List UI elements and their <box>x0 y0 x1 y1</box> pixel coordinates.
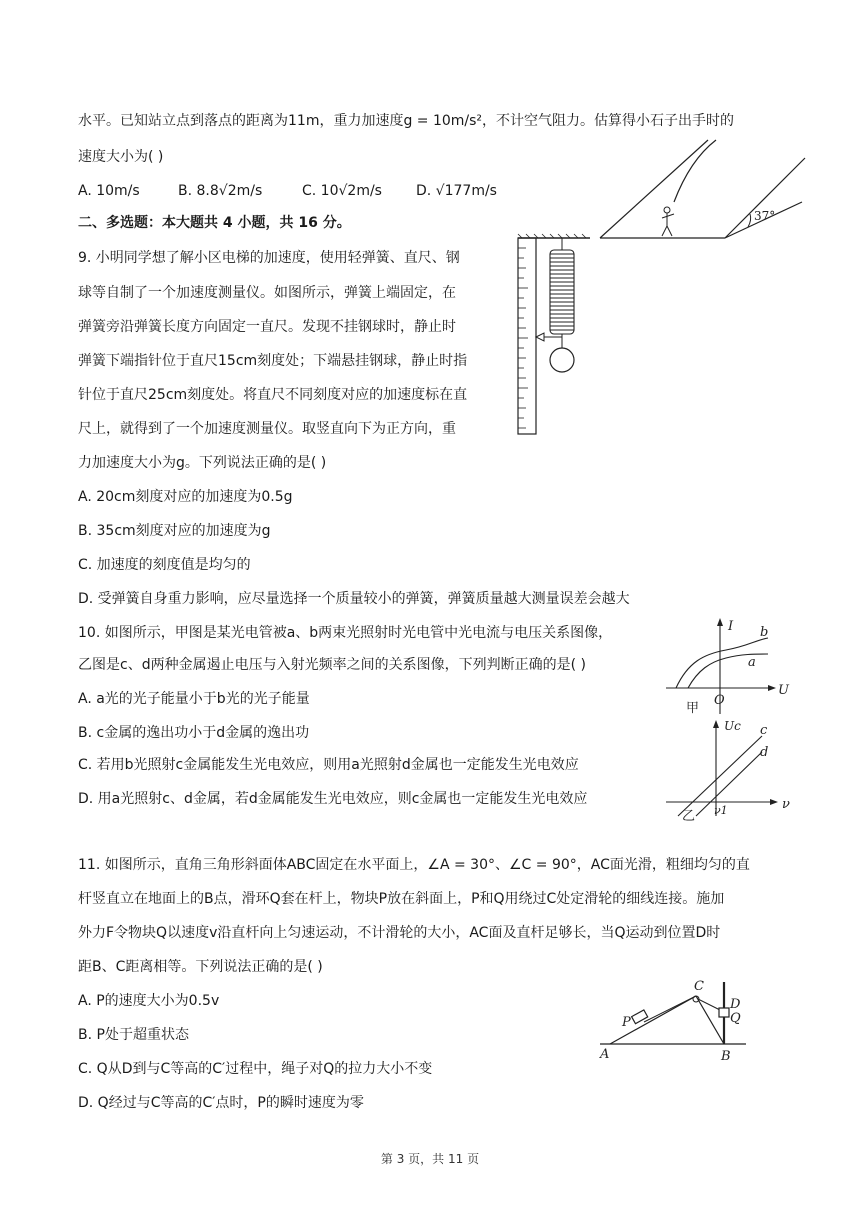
q9-option-b: B. 35cm刻度对应的加速度为g <box>78 523 271 539</box>
q11-option-a: A. P的速度大小为0.5v <box>78 993 220 1009</box>
q9-ruler-ticks <box>518 248 528 428</box>
jia-caption: 甲 <box>686 701 700 716</box>
q8-option-d: D. √177m/s <box>416 183 497 199</box>
q9-option-a: A. 20cm刻度对应的加速度为0.5g <box>78 489 293 505</box>
page-footer: 第 3 页，共 11 页 <box>380 1152 480 1166</box>
q10-option-d: D. 用a光照射c、d金属，若d金属能发生光电效应，则c金属也一定能发生光电效应 <box>78 791 588 807</box>
q8-option-a: A. 10m/s <box>78 183 140 199</box>
q11-label-b: B <box>721 1049 731 1064</box>
q9-figure <box>514 234 594 439</box>
q8-left-slope <box>600 140 708 238</box>
q11-rope-pc <box>644 997 694 1022</box>
q9-option-c: C. 加速度的刻度值是均匀的 <box>78 557 251 573</box>
q11-line2: 杆竖直立在地面上的B点，滑环Q套在杆上，物块P放在斜面上，P和Q用绕过C处定滑轮的细线连接。施加 <box>78 891 725 907</box>
yi-tick-label: ν1 <box>714 804 728 817</box>
q9-ruler <box>518 238 536 434</box>
yi-line-d <box>696 752 762 816</box>
q11-label-p: P <box>622 1015 631 1030</box>
q10-figure-jia <box>664 614 794 716</box>
jia-x-label: U <box>778 683 789 698</box>
q10-line2: 乙图是c、d两种金属遏止电压与入射光频率之间的关系图像，下列判断正确的是( ) <box>78 657 586 673</box>
q10-figure-yi <box>664 712 794 822</box>
q11-label-d: D <box>730 997 741 1012</box>
yi-x-label: ν <box>782 797 790 812</box>
q11-label-c: C <box>694 979 704 994</box>
q11-line4: 距B、C距离相等。下列说法正确的是( ) <box>78 959 323 975</box>
jia-y-label: I <box>728 619 734 634</box>
q8-person-body <box>662 213 674 236</box>
q11-label-a: A <box>600 1047 610 1062</box>
q8-person-head <box>664 207 670 213</box>
q9-steel-ball <box>550 348 574 372</box>
q8-angle-arc <box>748 214 751 227</box>
q8-option-c: C. 10√2m/s <box>302 183 382 199</box>
q9-line4: 弹簧下端指针位于直尺15cm刻度处；下端悬挂钢球，静止时指 <box>78 353 468 369</box>
q11-side-cb <box>696 996 724 1044</box>
q8-option-b: B. 8.8√2m/s <box>178 183 263 199</box>
section-2-header: 二、多选题：本大题共 4 小题，共 16 分。 <box>78 215 351 231</box>
yi-y-label: Uc <box>724 719 741 733</box>
q11-option-b: B. P处于超重状态 <box>78 1027 189 1043</box>
q8-line2: 速度大小为( ) <box>78 149 164 165</box>
q11-line3: 外力F令物块Q以速度v沿直杆向上匀速运动，不计滑轮的大小，AC面及直杆足够长，当Q运动到位置D时 <box>78 925 721 941</box>
jia-curve-a-label: a <box>748 655 756 670</box>
q8-figure <box>590 140 810 250</box>
q9-option-d: D. 受弹簧自身重力影响，应尽量选择一个质量较小的弹簧，弹簧质量越大测量误差会越大 <box>78 591 630 607</box>
q10-option-a: A. a光的光子能量小于b光的光子能量 <box>78 691 310 707</box>
q11-line1: 11. 如图所示，直角三角形斜面体ABC固定在水平面上，∠A = 30°、∠C = 90°，AC面光滑，粗细均匀的直 <box>78 857 750 873</box>
q8-trajectory <box>674 140 716 202</box>
jia-origin: O <box>714 693 725 708</box>
q9-spring <box>550 250 574 334</box>
yi-caption: 乙 <box>682 809 696 824</box>
q8-line1: 水平。已知站立点到落点的距离为11m，重力加速度g = 10m/s²，不计空气阻力。估算得小石子出手时的 <box>78 113 735 129</box>
q9-line6: 尺上，就得到了一个加速度测量仪。取竖直向下为正方向，重 <box>78 421 456 437</box>
q9-line1: 9. 小明同学想了解小区电梯的加速度，使用轻弹簧、直尺、钢 <box>78 250 460 266</box>
q8-angle-label: 37° <box>754 209 776 223</box>
q11-label-q: Q <box>730 1011 741 1026</box>
q10-option-b: B. c金属的逸出功小于d金属的逸出功 <box>78 725 310 741</box>
q11-option-c: C. Q从D到与C等高的C′过程中，绳子对Q的拉力大小不变 <box>78 1061 433 1077</box>
q9-line2: 球等自制了一个加速度测量仪。如图所示，弹簧上端固定，在 <box>78 285 456 301</box>
q11-figure <box>596 980 756 1062</box>
yi-line-d-label: d <box>760 745 769 760</box>
q9-line5: 针位于直尺25cm刻度处。将直尺不同刻度对应的加速度标在直 <box>78 387 468 403</box>
q8-right-upper-slope <box>725 158 805 238</box>
q10-option-c: C. 若用b光照射c金属能发生光电效应，则用a光照射d金属也一定能发生光电效应 <box>78 757 579 773</box>
q11-option-d: D. Q经过与C等高的C′点时，P的瞬时速度为零 <box>78 1095 364 1111</box>
jia-curve-b-label: b <box>760 625 769 640</box>
q9-line7: 力加速度大小为g。下列说法正确的是( ) <box>78 455 327 471</box>
q9-line3: 弹簧旁沿弹簧长度方向固定一直尺。发现不挂钢球时，静止时 <box>78 319 456 335</box>
q11-ring-q <box>719 1008 729 1017</box>
yi-line-c-label: c <box>760 723 768 738</box>
q10-line1: 10. 如图所示，甲图是某光电管被a、b两束光照射时光电管中光电流与电压关系图像， <box>78 625 613 641</box>
q9-pointer <box>536 333 544 341</box>
